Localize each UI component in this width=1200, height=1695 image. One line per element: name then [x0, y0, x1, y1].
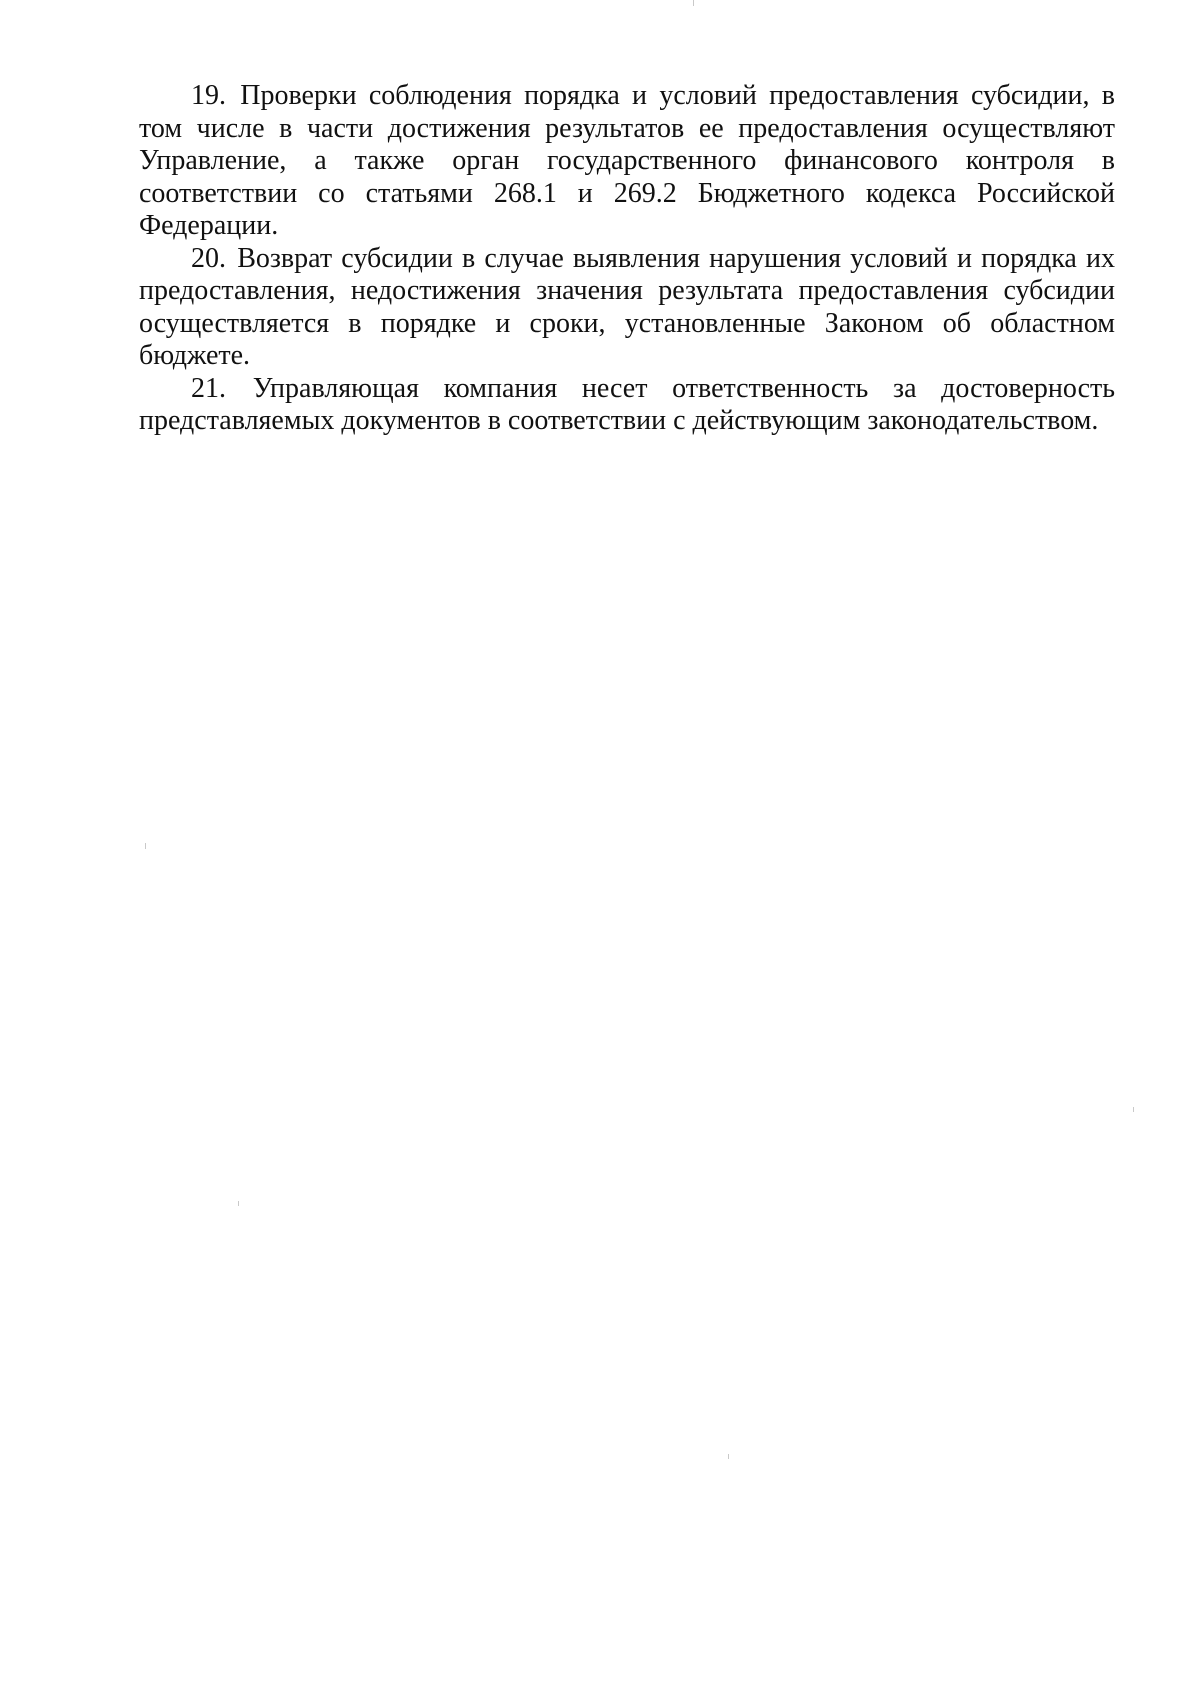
scan-speck — [1133, 1107, 1134, 1112]
document-body — [139, 80, 1115, 438]
paragraph-19 — [139, 80, 1115, 243]
scan-speck — [728, 1454, 729, 1459]
paragraph-text: Возврат субсидии в случае выявления нарушения условий и порядка их предоставления, недостижения значения результата предоставления субсидии осуществляется в порядке и сроки, установленные Законом об областном бюджете. — [139, 242, 1116, 371]
paragraph-text: Управляющая компания несет ответственность за достоверность представляемых документов в соответствии с действующим законодательством. — [139, 372, 1116, 436]
paragraph-text: Проверки соблюдения порядка и условий предоставления субсидии, в том числе в части достижения результатов ее предоставления осуществляют Управление, а также орган государственного финансового контроля в соответствии со статьями 268.1 и 269.2 Бюджетного кодекса Российской Федерации. — [139, 80, 1116, 241]
paragraph-21 — [139, 373, 1115, 438]
paragraph-number: 21. — [191, 372, 226, 404]
scan-speck — [145, 843, 146, 849]
paragraph-20 — [139, 243, 1115, 373]
paragraph-number: 20. — [191, 242, 226, 274]
scan-speck — [238, 1201, 239, 1206]
paragraph-number: 19. — [191, 80, 226, 111]
scan-speck — [693, 0, 694, 6]
